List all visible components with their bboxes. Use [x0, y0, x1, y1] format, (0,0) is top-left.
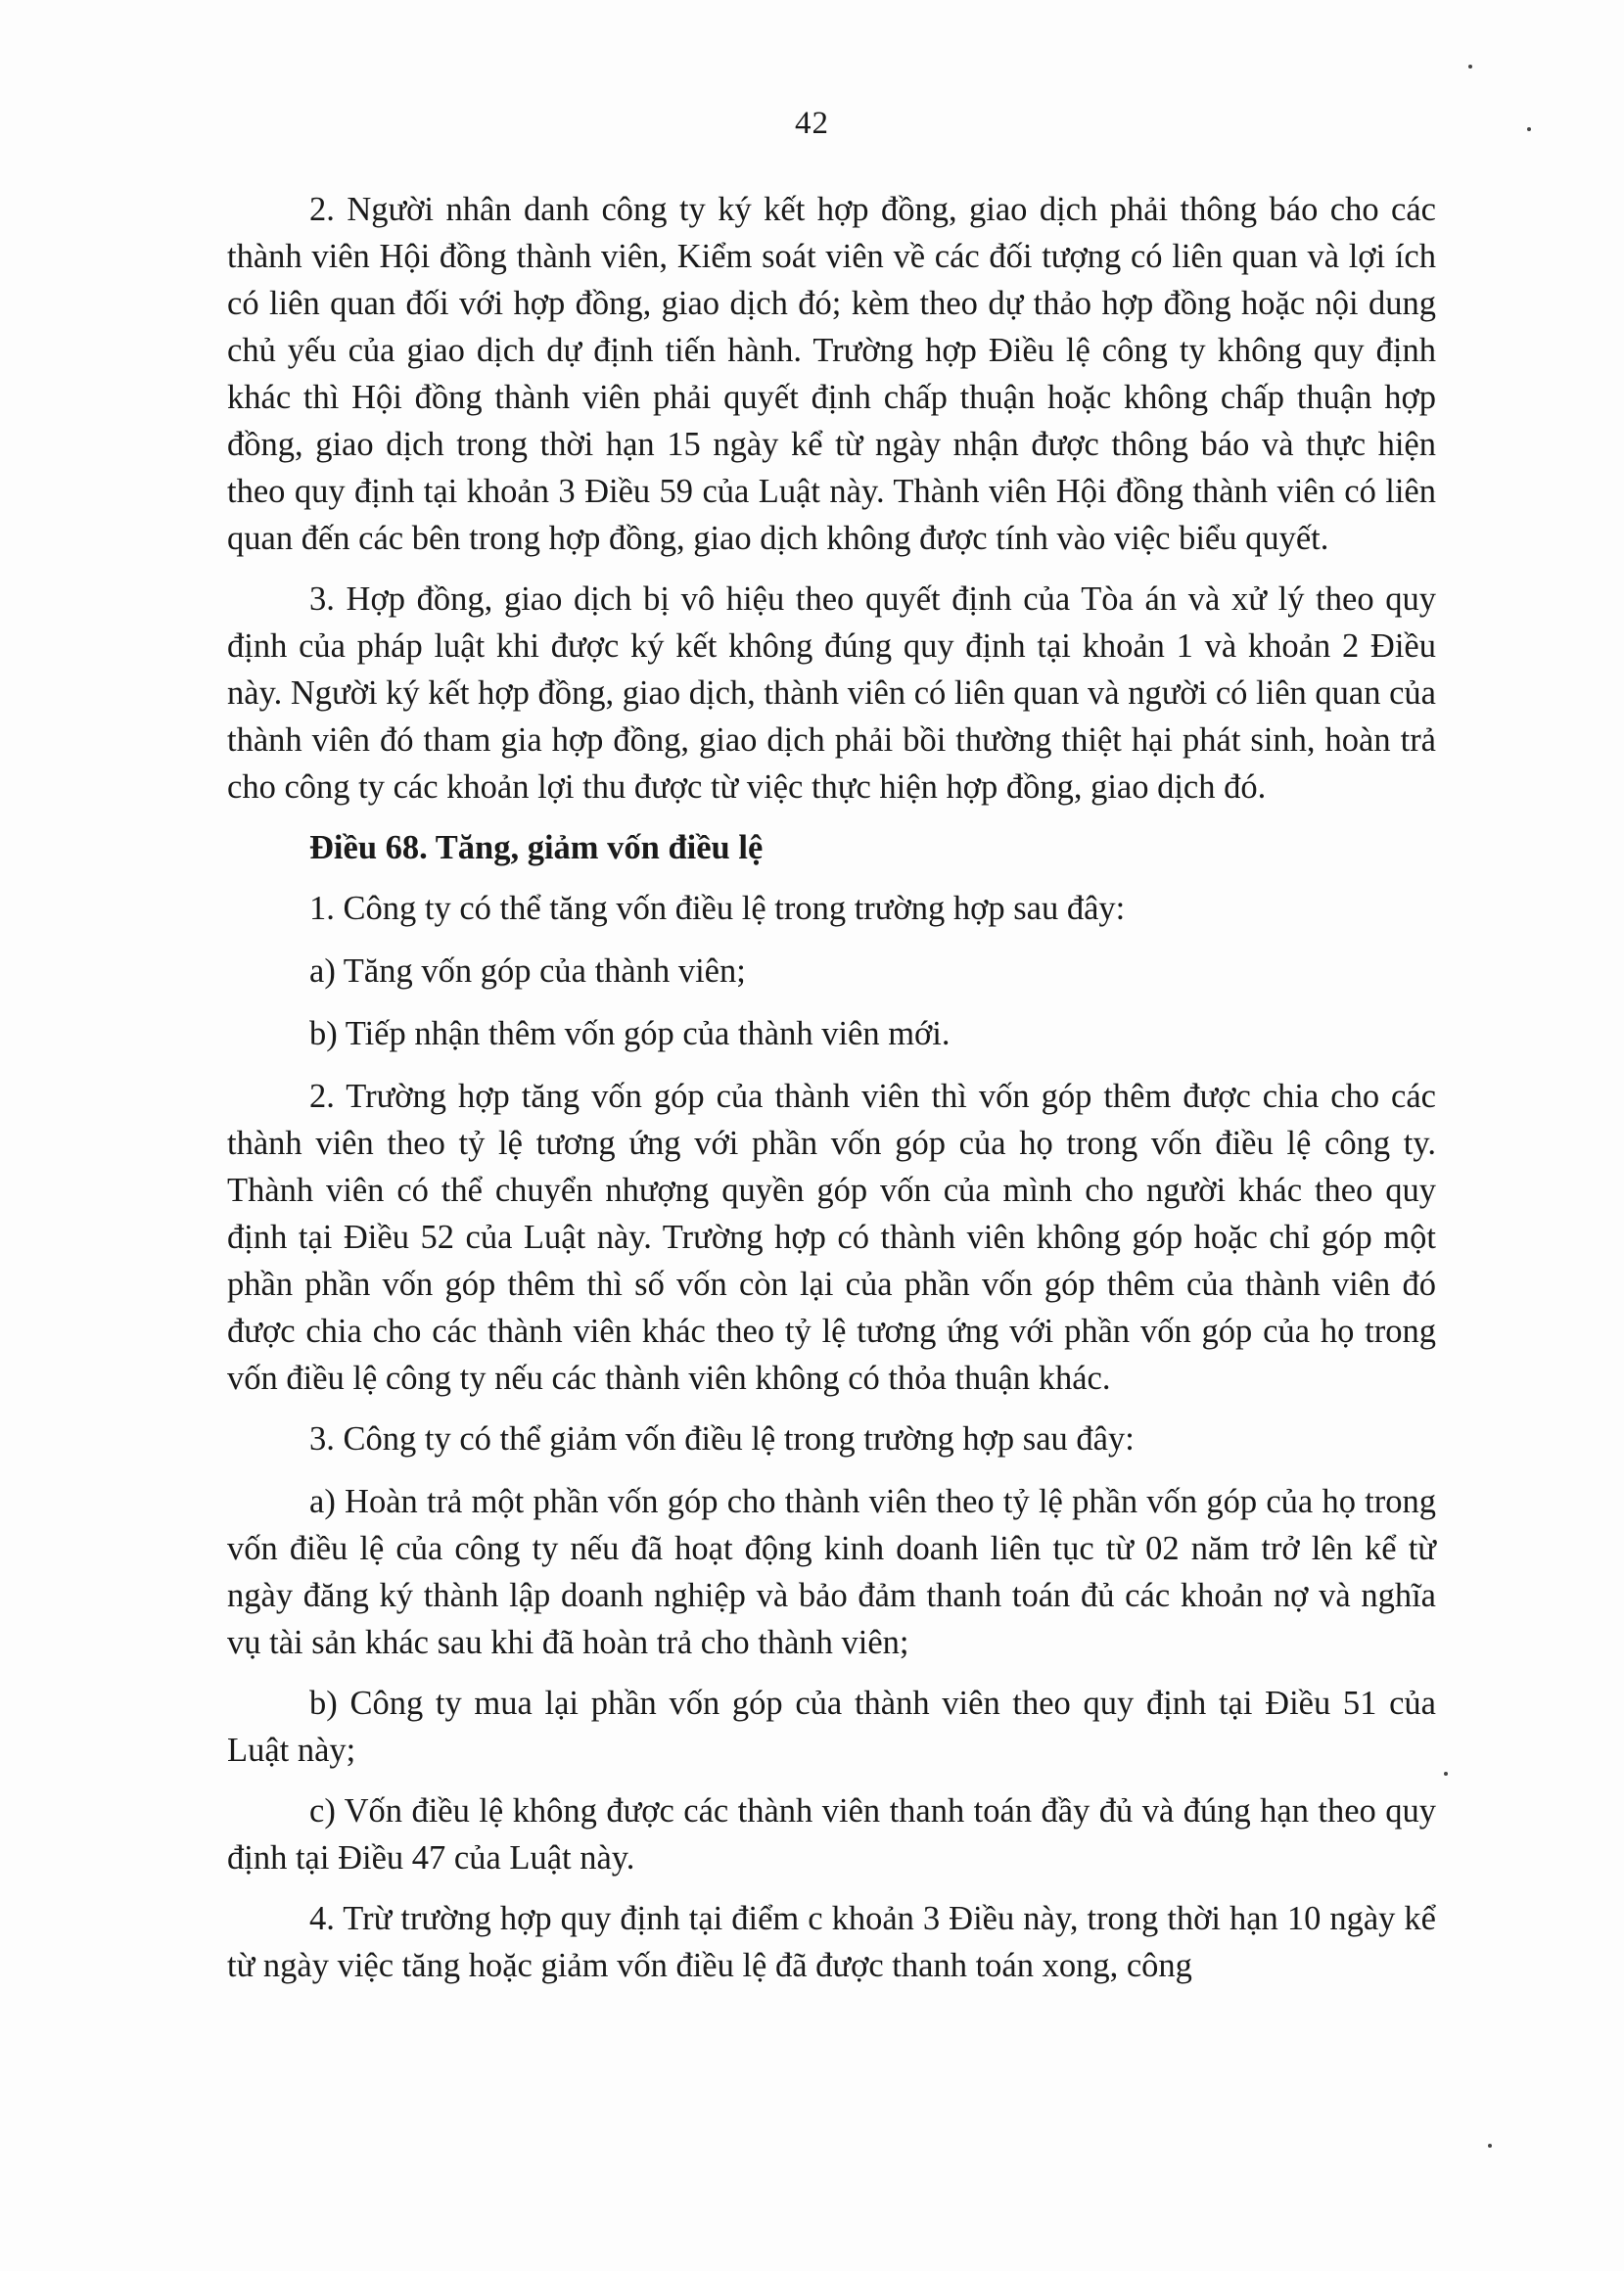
paragraph-clause-2: 2. Người nhân danh công ty ký kết hợp đồng, giao dịch phải thông báo cho các thành viên Hội đồng thành viên, Kiểm soát viên về các đối tượng có liên quan và lợi ích có liên quan đối với hợp đồng, giao dịch đó; kèm theo dự thảo hợp đồng hoặc nội dung chủ yếu của giao dịch dự định tiến hành. Trường hợp Điều lệ công ty không quy định khác thì Hội đồng thành viên phải quyết định chấp thuận hoặc không chấp thuận hợp đồng, giao dịch trong thời hạn 15 ngày kể từ ngày nhận được thông báo và thực hiện theo quy định tại khoản 3 Điều 59 của Luật này. Thành viên Hội đồng thành viên có liên quan đến các bên trong hợp đồng, giao dịch không được tính vào việc biểu quyết.	[227, 191, 1436, 557]
page-number: 42	[795, 106, 829, 141]
article-heading: Điều 68. Tăng, giảm vốn điều lệ	[309, 829, 764, 866]
scan-speck	[1444, 1772, 1448, 1776]
scan-speck	[1527, 127, 1531, 131]
document-body	[227, 186, 1436, 2003]
article-clause-3c: c) Vốn điều lệ không được các thành viên thanh toán đầy đủ và đúng hạn theo quy định tại Điều 47 của Luật này.	[227, 1792, 1436, 1877]
scan-speck	[1468, 65, 1472, 69]
article-clause-3b: b) Công ty mua lại phần vốn góp của thành viên theo quy định tại Điều 51 của Luật này;	[227, 1685, 1436, 1769]
paragraph-clause-3: 3. Hợp đồng, giao dịch bị vô hiệu theo quyết định của Tòa án và xử lý theo quy định của pháp luật khi được ký kết không đúng quy định tại khoản 1 và khoản 2 Điều này. Người ký kết hợp đồng, giao dịch, thành viên có liên quan và người có liên quan của thành viên đó tham gia hợp đồng, giao dịch phải bồi thường thiệt hại phát sinh, hoàn trả cho công ty các khoản lợi thu được từ việc thực hiện hợp đồng, giao dịch đó.	[227, 580, 1436, 806]
article-clause-1b: b) Tiếp nhận thêm vốn góp của thành viên mới.	[309, 1015, 951, 1052]
article-clause-1: 1. Công ty có thể tăng vốn điều lệ trong trường hợp sau đây:	[309, 890, 1126, 927]
article-clause-1a: a) Tăng vốn góp của thành viên;	[309, 952, 746, 990]
article-clause-4: 4. Trừ trường hợp quy định tại điểm c khoản 3 Điều này, trong thời hạn 10 ngày kể từ ngày việc tăng hoặc giảm vốn điều lệ đã được thanh toán xong, công	[227, 1900, 1436, 1984]
scan-speck	[1488, 2144, 1492, 2148]
article-clause-3: 3. Công ty có thể giảm vốn điều lệ trong trường hợp sau đây:	[309, 1420, 1135, 1458]
article-clause-3a: a) Hoàn trả một phần vốn góp cho thành viên theo tỷ lệ phần vốn góp của họ trong vốn điều lệ của công ty nếu đã hoạt động kinh doanh liên tục từ 02 năm trở lên kể từ ngày đăng ký thành lập doanh nghiệp và bảo đảm thanh toán đủ các khoản nợ và nghĩa vụ tài sản khác sau khi đã hoàn trả cho thành viên;	[227, 1483, 1436, 1661]
article-clause-2: 2. Trường hợp tăng vốn góp của thành viên thì vốn góp thêm được chia cho các thành viên theo tỷ lệ tương ứng với phần vốn góp của họ trong vốn điều lệ công ty. Thành viên có thể chuyển nhượng quyền góp vốn của mình cho người khác theo quy định tại Điều 52 của Luật này. Trường hợp có thành viên không góp hoặc chỉ góp một phần phần vốn góp thêm thì số vốn còn lại của phần vốn góp thêm của thành viên đó được chia cho các thành viên khác theo tỷ lệ tương ứng với phần vốn góp của họ trong vốn điều lệ công ty nếu các thành viên không có thỏa thuận khác.	[227, 1078, 1436, 1397]
